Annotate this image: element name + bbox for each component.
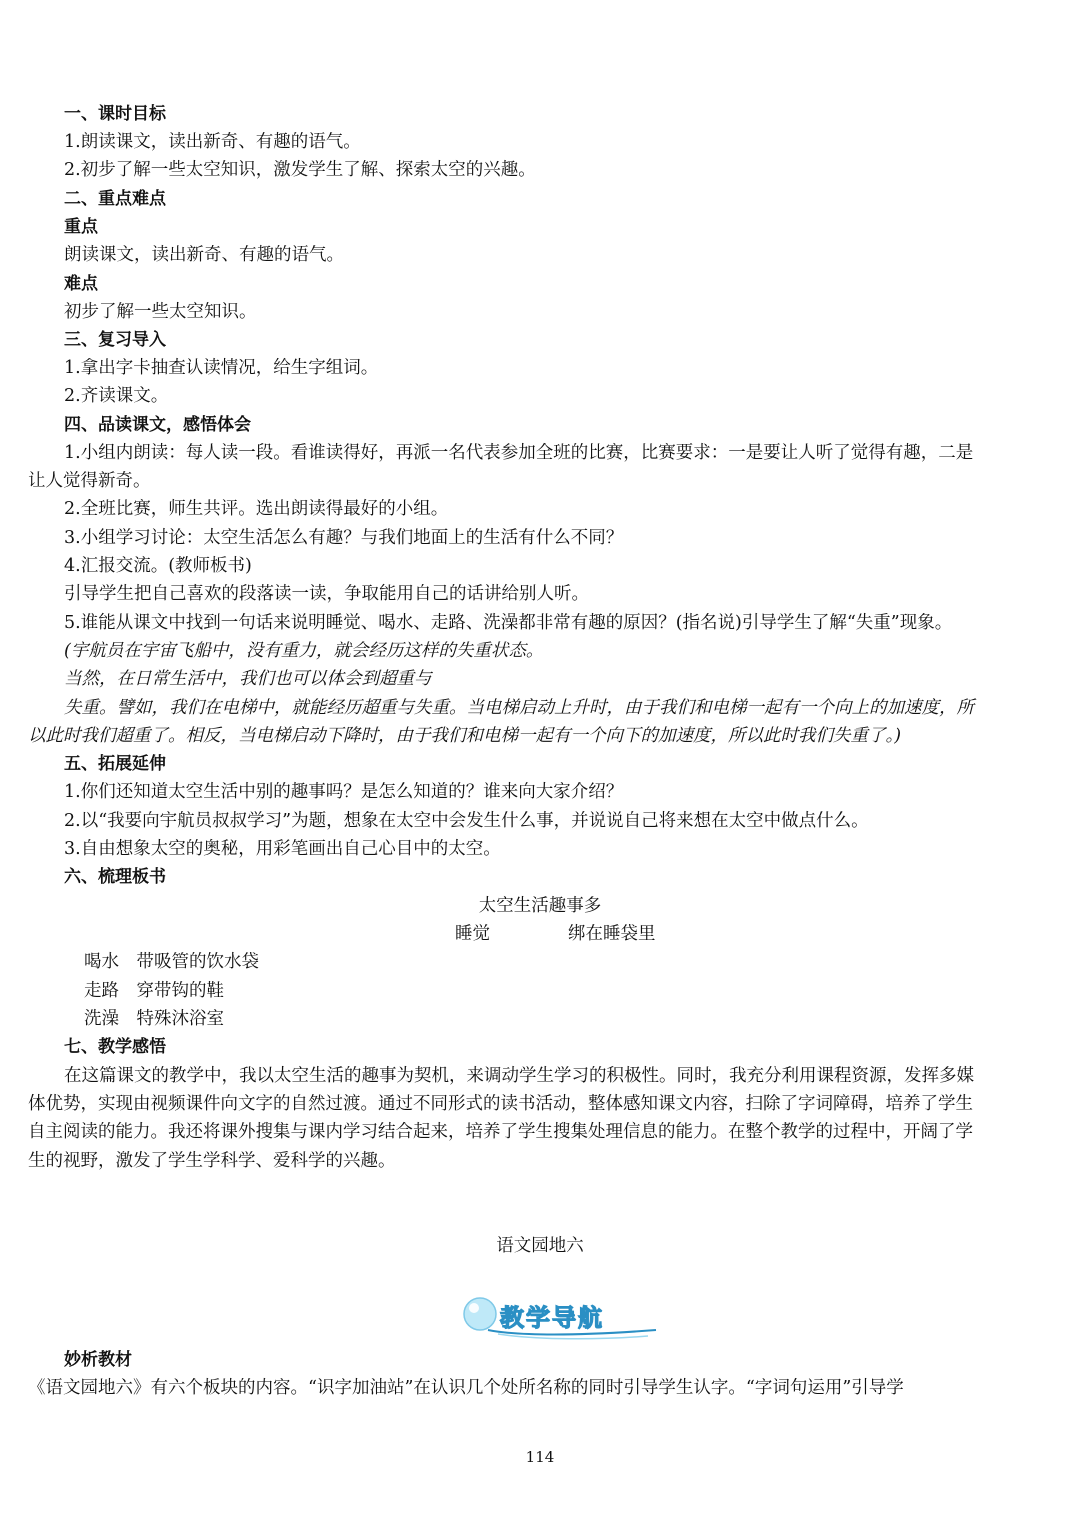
page-number: 114 xyxy=(525,1448,555,1466)
list-item: 2.齐读课文。 xyxy=(64,386,169,406)
note-line: 当然，在日常生活中，我们也可以体会到超重与 xyxy=(64,669,432,689)
list-item: 2.以“我要向宇航员叔叔学习”为题，想象在太空中会发生什么事，并说说自己将来想在太空中做点什么。 xyxy=(64,811,869,831)
paragraph: 自主阅读的能力。我还将课外搜集与课内学习结合起来，培养了学生搜集处理信息的能力。在整个教学的过程中，开阔了学 xyxy=(28,1122,973,1142)
board-row: 走路 穿带钩的鞋 xyxy=(84,981,224,1001)
note-line: 失重。譬如，我们在电梯中，就能经历超重与失重。当电梯启动上升时，由于我们和电梯一起有一个向上的加速度，所 xyxy=(64,698,974,718)
list-item: 2.初步了解一些太空知识，激发学生了解、探索太空的兴趣。 xyxy=(64,160,536,180)
section-heading-4: 四、品读课文，感悟体会 xyxy=(64,415,251,435)
paragraph: 引导学生把自己喜欢的段落读一读，争取能用自己的话讲给别人听。 xyxy=(64,584,589,604)
paragraph: 3.小组学习讨论：太空生活怎么有趣？与我们地面上的生活有什么不同？ xyxy=(64,528,624,548)
board-row-detail: 绑在睡袋里 xyxy=(568,924,656,944)
section-heading-3: 三、复习导入 xyxy=(64,330,166,350)
board-row: 洗澡 特殊沐浴室 xyxy=(84,1009,224,1029)
paragraph: 《语文园地六》有六个板块的内容。“识字加油站”在认识几个处所名称的同时引导学生认字。“字词句运用”引导学 xyxy=(28,1378,904,1398)
note-line: 以此时我们超重了。相反，当电梯启动下降时，由于我们和电梯一起有一个向下的加速度，所以此时我们失重了。) xyxy=(28,726,902,746)
board-title: 太空生活趣事多 xyxy=(478,896,602,916)
section-heading-7: 七、教学感悟 xyxy=(64,1037,166,1057)
list-item: 1.朗读课文，读出新奇、有趣的语气。 xyxy=(64,132,361,152)
paragraph: 2.全班比赛，师生共评。选出朗读得最好的小组。 xyxy=(64,499,449,519)
sub-heading-key: 重点 xyxy=(64,217,98,237)
section-heading-5: 五、拓展延伸 xyxy=(64,754,166,774)
note-line: (宇航员在宇宙飞船中，没有重力，就会经历这样的失重状态。 xyxy=(64,641,544,661)
paragraph: 在这篇课文的教学中，我以太空生活的趣事为契机，来调动学生学习的积极性。同时，我充分利用课程资源，发挥多媒 xyxy=(64,1066,974,1086)
paragraph: 1.小组内朗读：每人读一段。看谁读得好，再派一名代表参加全班的比赛，比赛要求：一是要让人听了觉得有趣，二是 xyxy=(64,443,974,463)
sub-heading-analysis: 妙析教材 xyxy=(64,1350,132,1370)
board-row-item: 睡觉 xyxy=(455,924,490,944)
section-heading-1: 一、课时目标 xyxy=(64,104,166,124)
teaching-guide-banner xyxy=(458,1290,658,1346)
paragraph: 4.汇报交流。(教师板书) xyxy=(64,556,252,576)
paragraph: 朗读课文，读出新奇、有趣的语气。 xyxy=(64,245,344,265)
lesson-title: 语文园地六 xyxy=(496,1236,584,1256)
section-heading-6: 六、梳理板书 xyxy=(64,867,166,887)
list-item: 3.自由想象太空的奥秘，用彩笔画出自己心目中的太空。 xyxy=(64,839,501,859)
paragraph: 让人觉得新奇。 xyxy=(28,471,151,491)
paragraph: 体优势，实现由视频课件向文字的自然过渡。通过不同形式的读书活动，整体感知课文内容，扫除了字词障碍，培养了学生 xyxy=(28,1094,973,1114)
paragraph: 5.谁能从课文中找到一句话来说明睡觉、喝水、走路、洗澡都非常有趣的原因？(指名说)引导学生了解“失重”现象。 xyxy=(64,613,953,633)
paragraph: 初步了解一些太空知识。 xyxy=(64,302,257,322)
section-heading-2: 二、重点难点 xyxy=(64,189,166,209)
paragraph: 生的视野，激发了学生学科学、爱科学的兴趣。 xyxy=(28,1151,396,1171)
sub-heading-difficulty: 难点 xyxy=(64,274,98,294)
banner-text: 教学导航 xyxy=(500,1304,604,1332)
list-item: 1.拿出字卡抽查认读情况，给生字组词。 xyxy=(64,358,379,378)
board-row: 喝水 带吸管的饮水袋 xyxy=(84,952,259,972)
list-item: 1.你们还知道太空生活中别的趣事吗？是怎么知道的？谁来向大家介绍？ xyxy=(64,782,624,802)
